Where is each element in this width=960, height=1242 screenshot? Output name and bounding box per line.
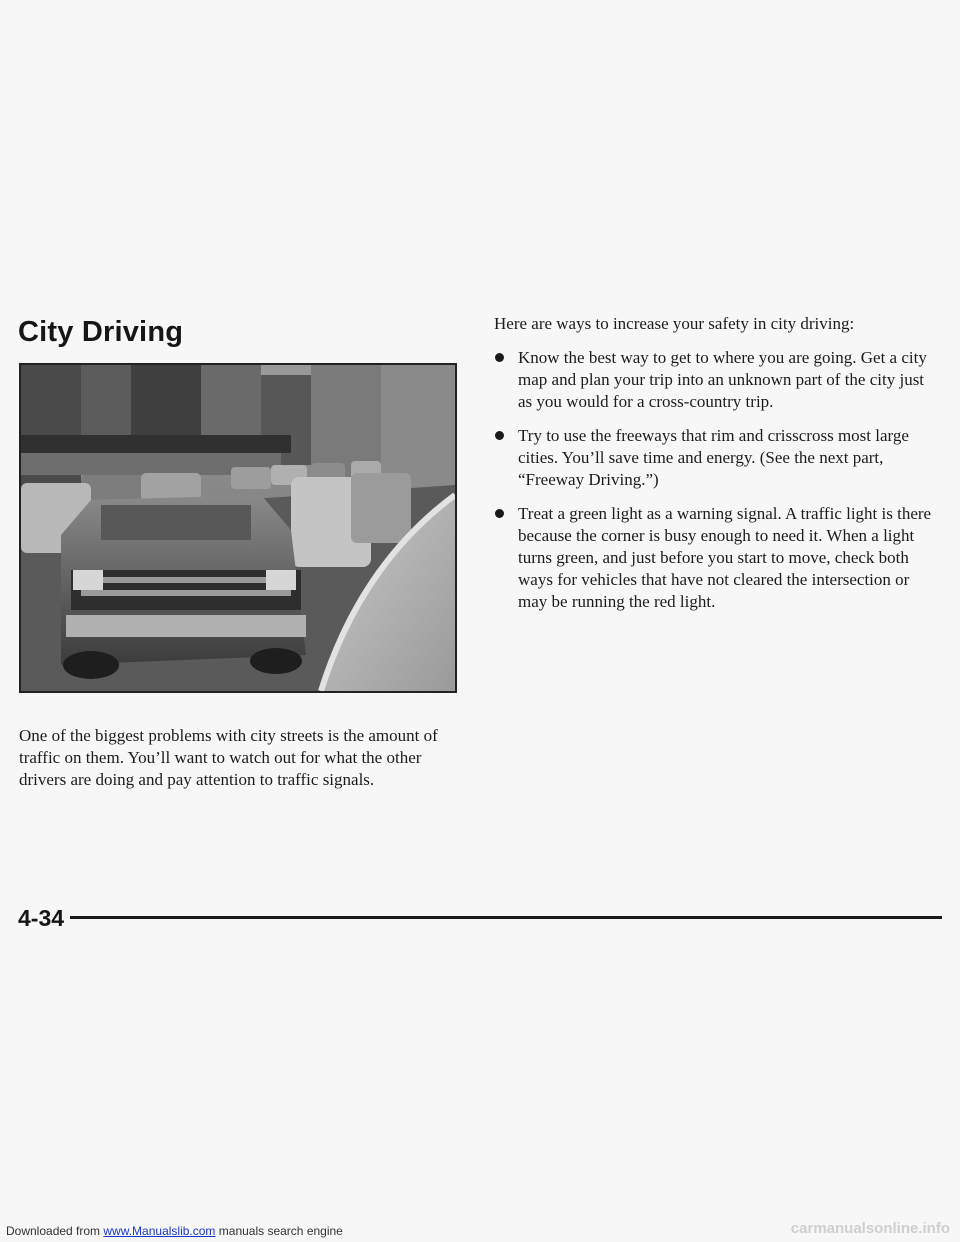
footer-prefix: Downloaded from <box>6 1224 104 1238</box>
footer-suffix: manuals search engine <box>215 1224 343 1238</box>
bullet-text: Try to use the freeways that rim and crisscross most large cities. You’ll save time and energy. (See the next part, “Freeway Driving.”) <box>518 426 909 489</box>
list-item <box>494 347 938 413</box>
watermark-text: carmanualsonline.info <box>790 1220 950 1237</box>
page-title: City Driving <box>18 316 184 348</box>
bullet-icon <box>495 509 504 518</box>
footer-rule <box>70 916 942 919</box>
bullet-text: Know the best way to get to where you are going. Get a city map and plan your trip into an unknown part of the city just as you would for a cross-country trip. <box>518 348 927 411</box>
city-traffic-photo <box>19 363 457 693</box>
list-item <box>494 425 938 491</box>
safety-tips-list <box>494 347 938 625</box>
page-number: 4-34 <box>18 905 65 931</box>
safety-intro-text: Here are ways to increase your safety in city driving: <box>494 314 855 333</box>
bullet-icon <box>495 431 504 440</box>
list-item <box>494 503 938 613</box>
bullet-text: Treat a green light as a warning signal. A traffic light is there because the corner is busy enough to need it. When a light turns green, and just before you start to move, check both ways for vehicles that have not cleared the intersection or may be running the red light. <box>518 504 932 611</box>
intro-paragraph: One of the biggest problems with city streets is the amount of traffic on them. You’ll want to watch out for what the other drivers are doing and pay attention to traffic signals. <box>19 726 438 789</box>
bullet-icon <box>495 353 504 362</box>
download-footer <box>6 1224 343 1238</box>
manualslib-link[interactable]: www.Manualslib.com <box>103 1224 216 1238</box>
